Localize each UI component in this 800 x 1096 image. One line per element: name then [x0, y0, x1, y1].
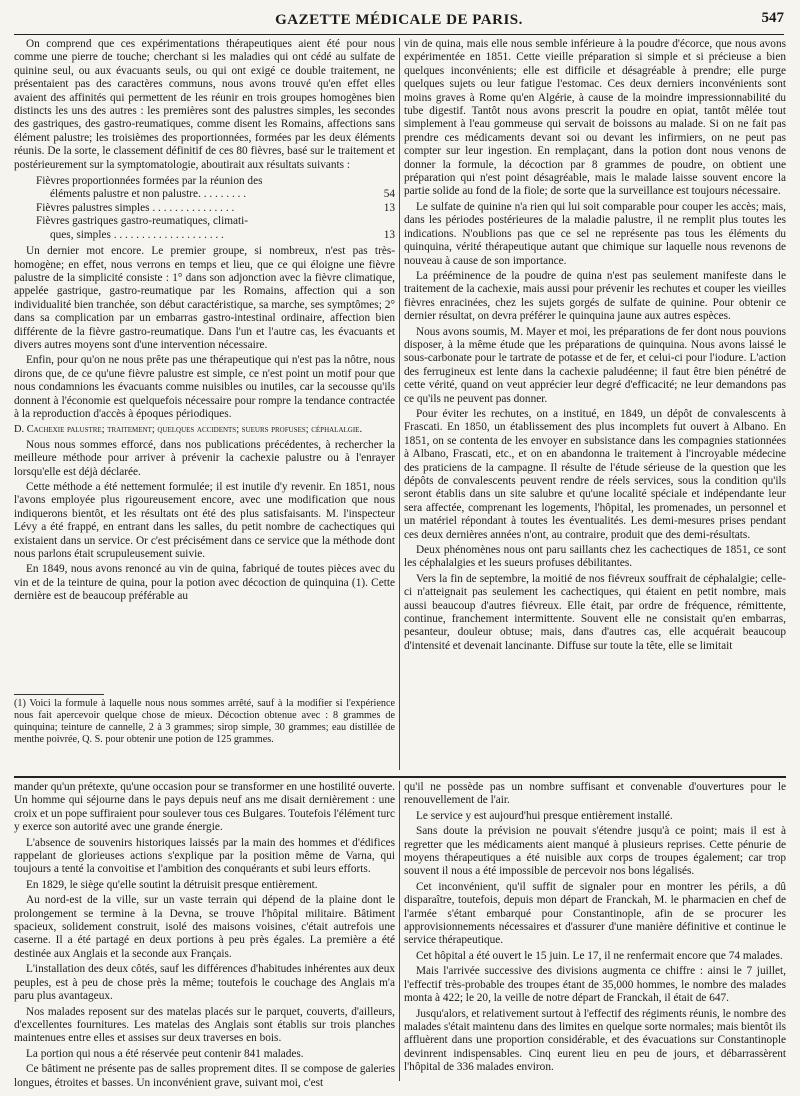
stats-label-cont: éléments palustre et non palustre. . . . . . . . . — [50, 188, 247, 201]
paragraph: L'installation des deux côtés, sauf les différences d'habitudes inhérentes aux deux peuples, est à peu de chose près la même; toutefois le couchage des Anglais m'a paru plus avantageux. — [14, 963, 395, 1003]
stats-value: 54 — [383, 188, 395, 201]
paragraph: La prééminence de la poudre de quina n'est pas seulement manifeste dans le traitement de la cachexie, mais aussi pour prévenir les rechutes et couper les vieilles fièvres enracinées, chez les sujets gorgés de sulfate de quinine. Pour obtenir ce dernier résultat, on devra préférer le quinquina jaune aux autres espèces. — [404, 269, 786, 323]
footnote-separator — [14, 694, 104, 695]
paragraph: qu'il ne possède pas un nombre suffisant et convenable d'ouvertures pour le renouvellement de l'air. — [404, 781, 786, 807]
column-divider-top — [399, 38, 400, 770]
paragraph: Cet hôpital a été ouvert le 15 juin. Le 17, il ne renfermait encore que 74 malades. — [416, 949, 783, 962]
right-column-top — [404, 38, 786, 770]
paragraph: Cet inconvénient, qu'il suffit de signaler pour en montrer les périls, a dû disparaître, toutefois, depuis mon départ de Franckah, M. le pharmacien en chef de l'armée s'étant embarqué pour Constantinople, afin de se procurer les approvisionnements nécessaires et d'assurer d'une manière définitive et continue le service thérapeutique. — [404, 880, 786, 947]
paragraph: mander qu'un prétexte, qu'une occasion pour se transformer en une hostilité ouverte. Un homme qui séjourne dans le pays depuis neuf ans me disait dernièrement : une croix et un pope suffiraient pour soulever tous ces Bulgares. Toutefois l'élément turc y exerce son autorité avec une grande énergie. — [14, 781, 395, 834]
paragraph: Au nord-est de la ville, sur un vaste terrain qui dépend de la plaine dont le prolongement se termine à la Devna, se trouve l'hôpital militaire. Bâtiment spacieux, solidement construit, isolé des maisons voisines, c'était autrefois une caserne. Il a été partagé en deux portions à peu près égales. La première a été destinée aux Anglais et la seconde aux Français. — [14, 894, 395, 960]
stats-label: Fièvres palustres simples . . . . . . . . . . . . . . . — [36, 201, 235, 214]
paragraph: Le service y est aujourd'hui presque entièrement installé. — [416, 809, 673, 822]
paragraph: Un dernier mot encore. Le premier groupe, si nombreux, n'est pas très-homogène; en effet, nous verrons en temps et lieu, que ce qui éloigne une fièvre palustre de la simplicité consiste : 1° dans son adjonction avec la fièvre climatique, appelée gastrique, gastro-reumatique par les Romains, affection qui a son individualité bien tranchée, son début caractéristique, sa marche, ses symptômes; 2° dans sa complication par un embarras gastro-intestinal ordinaire, affection bien différente de la fièvre gastro-reumatique. Dans l'un et l'autre cas, les évacuants et divers autres moyens sont d'une intervention nécessaire. — [14, 245, 395, 351]
stats-label: Fièvres proportionnées formées par la réunion des — [36, 175, 263, 188]
fever-classification-table — [36, 175, 395, 242]
paragraph: En 1849, nous avons renoncé au vin de quina, fabriqué de toutes pièces avec du vin et de la teinture de quina, pour la potion avec décoction de quinquina (1). Cette dernière est de beaucoup préférable au — [14, 563, 395, 603]
section-heading: D. Cachexie palustre; traitement; quelques accidents; sueurs profuses; céphalalgie. — [14, 424, 363, 436]
paragraph: vin de quina, mais elle nous semble inférieure à la poudre d'écorce, que nous avons expérimentée en 1851. Cette vieille préparation si simple et si précieuse a bien quelques inconvénients; elle est difficile et désagréable à prendre; elle purge quelques sujets ou leur fatigue l'estomac. Ces deux derniers inconvénients sont moins graves à Rome qu'en Algérie, à cause de la moindre impressionnabilité du tube digestif. Tantôt nous avons prescrit la poudre en opiat, tantôt mêlée tout simplement à l'eau gommeuse qui servait de boissons au malade. Si on ne fait pas prendre ces médicaments devant soi ou devant les infirmiers, on ne peut pas compter sur leur ingestion. En remplaçant, dans la potion dont nous venons de donner la formule, la décoction par 8 grammes de poudre, on obtient une préparation qui n'est point désagréable, mais le malade laisse souvent encore la partie solide au fond de la fiole; de sorte que la surveillance est toujours nécessaire. — [404, 38, 786, 198]
column-divider-bottom — [399, 781, 400, 1081]
stats-row — [36, 175, 395, 202]
paragraph: En 1829, le siège qu'elle soutint la détruisit presque entièrement. — [26, 878, 318, 891]
paragraph: Enfin, pour qu'on ne nous prête pas une thérapeutique qui n'est pas la nôtre, nous dirons que, de ce qu'une fièvre palustre est simple, ce n'est point un motif pour que nous condamnions les évacuants comme nuisibles ou inutiles, car la secousse qu'ils donnent à l'économie est quelquefois nécessaire pour rompre la tendance contractée à la reproduction d'accès à époques périodiques. — [14, 354, 395, 420]
paragraph: Sans doute la prévision ne pouvait s'étendre jusqu'à ce point; mais il est à regretter que les médicaments aient manqué à plusieurs reprises. Cette pénurie de moyens thérapeutiques a été nuisible aux corps de troupes également; car trop souvent il nous a été impossible de percevoir nos bons légalisés. — [404, 825, 786, 878]
paragraph: Cette méthode a été nettement formulée; il est inutile d'y revenir. En 1851, nous l'avons employée plus rigoureusement encore, avec une modification que nous indiquerons bientôt, et les résultats ont été des plus satisfaisants. M. l'inspecteur Lévy a été frappé, en entrant dans les salles, du petit nombre de cachectiques qui existaient dans un service. Or c'est précisément dans ce service que la méthode dont nous parlons était scrupuleusement suivie. — [14, 481, 395, 561]
paragraph: Le sulfate de quinine n'a rien qui lui soit comparable pour couper les accès; mais, dans les périodes postérieures de la maladie palustre, il ne remplit plus toutes les indications. N'oublions pas que ce sel ne représente pas tous les éléments du quinquina, vérité thérapeutique autant que chimique sur laquelle nous revenons de nouveau à cause de son importance. — [404, 200, 786, 267]
stats-row — [36, 202, 395, 215]
left-column-top — [14, 38, 395, 688]
paragraph: On comprend que ces expérimentations thérapeutiques aient été pour nous comme une pierre de touche; cherchant si les maladies qui ont cédé au sulfate de quinine seul, ou aux évacuants seuls, ou qui ont exigé ce double traitement, ne présentaient pas des caractères communs, nous avons trouvé qu'en effet elles avaient des affinités qui permettent de les réunir en trois groupes homogènes bien distincts les uns des autres : les premières sont des palustres simples, les secondes des gastriques, des gastro-reumatiques, comme disent les Romains, affections sans élément palustre; les troisièmes des proportionnées, formées par les deux éléments réunis. De la sorte, le classement définitif de ces 80 fièvres, basé sur le traitement et postérieurement sur la symptomatologie, aboutirait aux résultats suivants : — [14, 38, 395, 171]
stats-value: 13 — [383, 201, 395, 214]
page-header — [14, 6, 784, 35]
journal-title: GAZETTE MÉDICALE DE PARIS. — [275, 12, 523, 28]
paragraph: L'absence de souvenirs historiques laissés par la main des hommes et d'édifices rappelant de glorieuses actions s'explique par la position même de Varna, qui toujours a tenté la convoitise et l'ambition des conquérants et subi leurs efforts. — [14, 836, 395, 876]
page-number: 547 — [761, 10, 784, 26]
stats-label-cont: ques, simples . . . . . . . . . . . . . . . . . . . . — [50, 228, 224, 241]
paragraph: Ce bâtiment ne présente pas de salles proprement dites. Il se compose de galeries longues, étroites et basses. Un inconvénient grave, suivant moi, c'est — [14, 1063, 395, 1089]
footnote: (1) Voici la formule à laquelle nous nous sommes arrêté, sauf à la modifier si l'expérience nous fait apercevoir quelque chose de mieux. Décoction obtenue avec : 8 grammes de quinquina; teinture de cannelle, 2 à 3 grammes; sirop simple, 30 grammes; eau distillée de menthe poivrée, Q. S. pour obtenir une potion de 125 grammes. — [14, 698, 395, 745]
paragraph: Mais l'arrivée successive des divisions augmenta ce chiffre : ainsi le 7 juillet, l'effectif très-probable des troupes étant de 35,000 hommes, le nombre des malades monta à 422; le 20, la veille de notre départ de Franckah, il était de 647. — [404, 965, 786, 1005]
right-column-bottom — [404, 781, 786, 1081]
paragraph: Pour éviter les rechutes, on a institué, en 1849, un dépôt de convalescents à Frascati. En 1850, un établissement des plus incomplets fut ouvert à Albano. En 1851, on se contenta de les envoyer en subsistance dans les compagnies stationnées à Albano, Frascati, etc., et on en abandonna le traitement à l'incroyable médecine des praticiens de la campagne. Il résulte de l'étude sérieuse de la question que les dépôts de convalescents peuvent rendre de réels services, sous la condition qu'ils seront établis dans un site salubre et qu'une localité spéciale et indépendante leur sera affectée, comprenant les logements, l'hôpital, les promenades, un personnel et un matériel répondant à toutes les éventualités. Les demi-mesures prises pendant ces deux dernières années n'ont, au contraire, produit que des demi-résultats. — [404, 407, 786, 541]
paragraph: Vers la fin de septembre, la moitié de nos fiévreux souffrait de céphalalgie; celle-ci n'atteignait pas seulement les cachectiques, qui étaient en petit nombre, mais aussi beaucoup d'autres fiévreux. Elle était, par ordre de fréquence, rémittente, continue, franchement intermittente. Souvent elle ne consistait qu'en embarras, pesanteur, douleur obtuse; mais, dans d'autres cas, elle acquérait beaucoup d'intensité et devenait lancinante. Diffuse sur toute la tête, elle se limitait — [404, 572, 786, 652]
stats-value: 13 — [383, 228, 395, 241]
paragraph: La portion qui nous a été réservée peut contenir 841 malades. — [26, 1047, 304, 1060]
article-separator — [14, 776, 786, 778]
paragraph: Deux phénomènes nous ont paru saillants chez les cachectiques de 1851, ce sont les céphalalgies et les sueurs profuses débilitantes. — [404, 544, 786, 570]
paragraph: Nous avons soumis, M. Mayer et moi, les préparations de fer dont nous pouvions disposer, à la même étude que les préparations de quinquina. Nous avons laissé le sous-carbonate pour le tartrate de potasse et de fer, et celui-ci pour l'iodure. L'action des ferrugineux est lente dans la cachexie paludéenne; il faut être bien pénétré de cette vérité, quand on veut apprécier leur degré d'efficacité; ne leur demandons pas ce qu'ils ne peuvent pas donner. — [404, 325, 786, 405]
paragraph: Jusqu'alors, et relativement surtout à l'effectif des régiments réunis, le nombre des malades s'était maintenu dans des limites en quelque sorte normales; mais bientôt ils affluèrent dans une proportion considérable, et des évacuations sur Constantinople devinrent indispensables. Cinq eurent lieu en peu de jours, et débarrassèrent l'hôpital de 336 malades environ. — [404, 1007, 786, 1074]
left-column-bottom — [14, 781, 395, 1089]
stats-row — [36, 215, 395, 242]
stats-label: Fièvres gastriques gastro-reumatiques, climati- — [36, 215, 249, 228]
paragraph: Nous nous sommes efforcé, dans nos publications précédentes, à rechercher la meilleure méthode pour arriver à prévenir la cachexie palustre ou à l'enrayer lorsqu'elle est déjà déclarée. — [14, 438, 395, 478]
paragraph: Nos malades reposent sur des matelas placés sur le parquet, couverts, d'ailleurs, d'excellentes fournitures. Les matelas des Anglais sont établis sur trois planches maintenues entre elles et assises sur deux traverses en bois. — [14, 1005, 395, 1045]
